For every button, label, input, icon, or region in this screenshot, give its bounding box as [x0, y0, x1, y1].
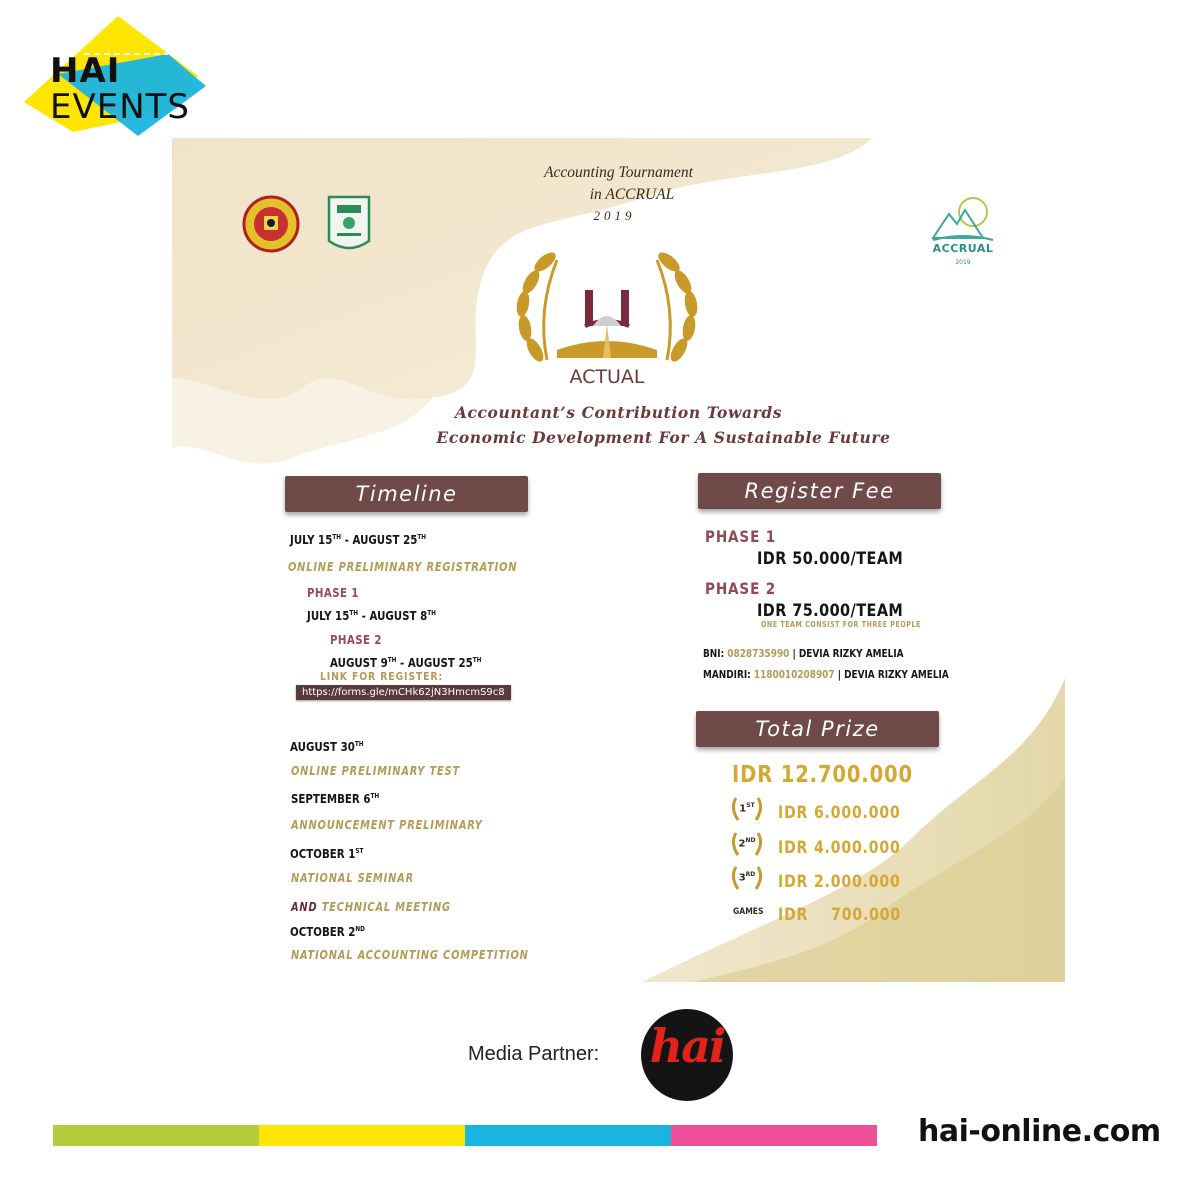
games-amount: IDR 700.000: [778, 905, 901, 924]
games-label: GAMES: [733, 907, 764, 917]
mandiri-account: MANDIRI: 1180010208907 | DEVIA RIZKY AMELIA: [703, 669, 949, 681]
media-partner-label: Media Partner:: [468, 1043, 600, 1065]
register-fee-header: Register Fee: [698, 473, 941, 509]
accrual-logo-text: ACCRUAL: [932, 242, 994, 255]
color-bar-yellow: [259, 1125, 465, 1146]
emblem-label: ACTUAL: [569, 366, 645, 388]
event-label-accounting-competition: NATIONAL ACCOUNTING COMPETITION: [291, 948, 529, 962]
link-for-register-label: LINK FOR REGISTER:: [320, 670, 444, 683]
event-title-line2: in ACCRUAL: [589, 186, 675, 203]
university-emblem-icon: [242, 194, 300, 254]
event-label-preliminary-test: ONLINE PRELIMINARY TEST: [291, 764, 460, 778]
theme-line2: Economic Development For A Sustainable Future: [436, 428, 891, 447]
hai-wordmark: HAI: [50, 51, 121, 91]
timeline-phase1-label: PHASE 1: [307, 585, 359, 600]
theme-line1: Accountant’s Contribution Towards: [454, 403, 783, 422]
website-link[interactable]: hai-online.com: [918, 1114, 1161, 1149]
actual-emblem: [507, 240, 707, 392]
timeline-phase2-dates: AUGUST 9TH - AUGUST 25TH: [330, 655, 482, 670]
hai-partner-logo[interactable]: hai: [641, 1009, 733, 1101]
event-date-september-6: SEPTEMBER 6TH: [291, 791, 380, 806]
second-place-badge: 2ND: [730, 829, 764, 857]
fee-phase2-amount: IDR 75.000/TEAM: [757, 601, 904, 621]
color-bar-green: [53, 1125, 259, 1146]
accrual-logo: [927, 196, 999, 271]
event-date-august-30: AUGUST 30TH: [290, 739, 364, 754]
first-place-amount: IDR 6.000.000: [778, 803, 901, 822]
timeline-phase1-dates: JULY 15TH - AUGUST 8TH: [307, 608, 436, 623]
timeline-header: Timeline: [285, 476, 528, 512]
third-place-amount: IDR 2.000.000: [778, 872, 901, 891]
event-label-technical-meeting: AND TECHNICAL MEETING: [291, 900, 451, 914]
color-bar-cyan: [465, 1125, 671, 1146]
event-year: 2019: [593, 208, 636, 223]
event-title-line1: Accounting Tournament: [544, 164, 693, 181]
mountain-sun-icon: [927, 196, 999, 246]
event-poster: [172, 138, 1065, 982]
third-place-badge: 3RD: [730, 863, 764, 891]
timeline-period-registration: JULY 15TH - AUGUST 25TH: [290, 532, 427, 547]
total-prize-amount: IDR 12.700.000: [732, 762, 913, 788]
fee-phase1-amount: IDR 50.000/TEAM: [757, 549, 904, 569]
fee-phase2-label: PHASE 2: [705, 579, 777, 598]
faculty-shield-icon: [327, 191, 371, 257]
event-label-national-seminar: NATIONAL SEMINAR: [291, 871, 415, 885]
team-size-note: ONE TEAM CONSIST FOR THREE PEOPLE: [761, 620, 921, 629]
registration-label: ONLINE PRELIMINARY REGISTRATION: [288, 560, 518, 574]
event-date-october-1: OCTOBER 1ST: [290, 846, 364, 861]
color-bar-pink: [671, 1125, 877, 1146]
events-wordmark: EVENTS: [50, 87, 191, 127]
registration-link[interactable]: https://forms.gle/mCHk62jN3HmcmS9c8: [296, 685, 511, 700]
first-place-badge: 1ST: [730, 794, 764, 822]
second-place-amount: IDR 4.000.000: [778, 838, 901, 857]
event-date-october-2: OCTOBER 2ND: [290, 924, 365, 939]
timeline-phase2-label: PHASE 2: [330, 632, 382, 647]
bni-account: BNI: 0828735990 | DEVIA RIZKY AMELIA: [703, 648, 904, 660]
accrual-logo-year: 2019: [955, 259, 971, 266]
fee-phase1-label: PHASE 1: [705, 527, 777, 546]
event-label-announcement: ANNOUNCEMENT PRELIMINARY: [291, 818, 483, 832]
total-prize-header: Total Prize: [696, 711, 939, 747]
